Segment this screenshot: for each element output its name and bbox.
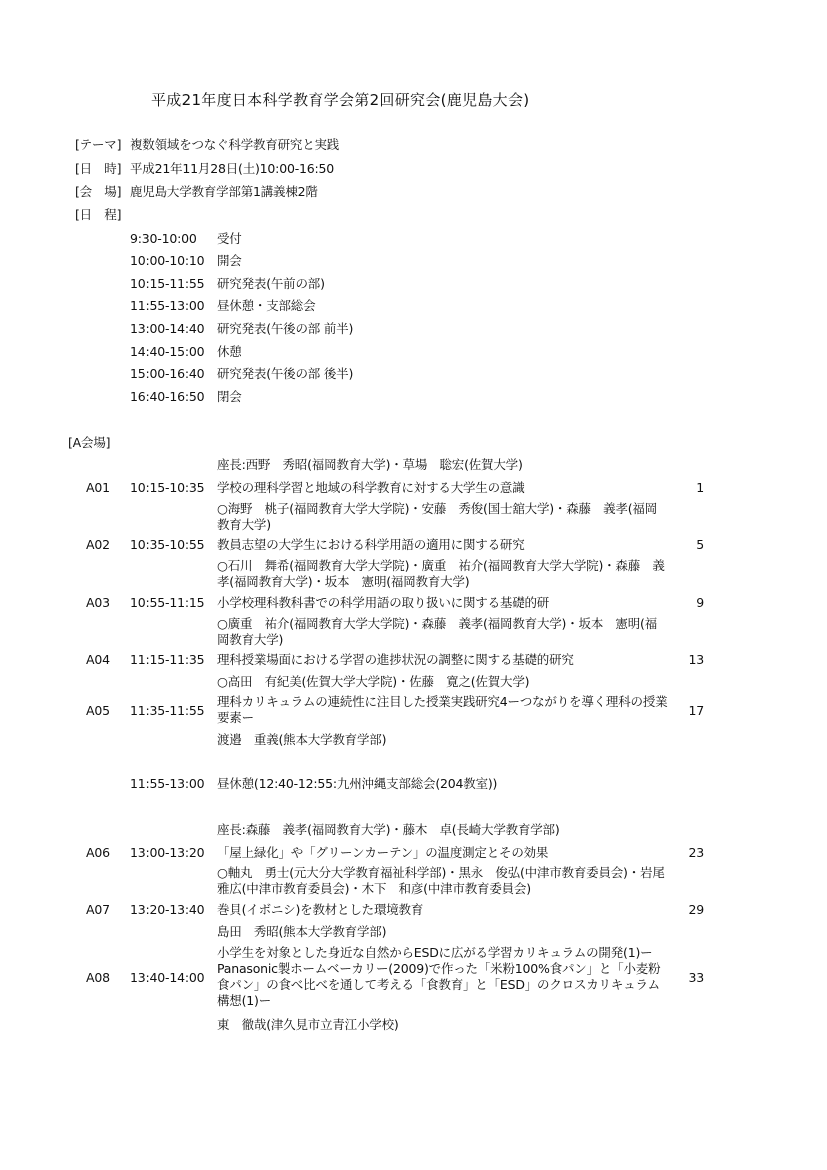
presentation-authors: 島田 秀昭(熊本大学教育学部) xyxy=(217,924,387,939)
schedule-label: [日 程] xyxy=(75,207,122,222)
schedule-item: 閉会 xyxy=(217,389,242,404)
schedule-item: 研究発表(午前の部) xyxy=(217,276,325,291)
presentation-authors: ○軸丸 勇士(元大分大学教育福祉科学部)・黒永 俊弘(中津市教育委員会)・岩尾 雅広(中津市教育委員会)・木下 和彦(中津市教育委員会) xyxy=(217,865,677,896)
presentation-title: 小学校理科教科書での科学用語の取り扱いに関する基礎的研 xyxy=(217,595,550,610)
presentation-authors: 東 徹哉(津久見市立青江小学校) xyxy=(217,1017,399,1032)
presentation-page: 1 xyxy=(696,480,704,495)
presentation-page: 33 xyxy=(688,970,704,985)
theme-label: [テーマ] xyxy=(75,137,122,152)
presentation-id: A02 xyxy=(86,537,110,552)
schedule-time: 13:00-14:40 xyxy=(130,321,205,336)
presentation-id: A04 xyxy=(86,652,110,667)
presentation-time: 13:20-13:40 xyxy=(130,902,205,917)
presentation-title: 巻貝(イボニシ)を教材とした環境教育 xyxy=(217,902,424,917)
presentation-authors: 渡邉 重義(熊本大学教育学部) xyxy=(217,732,387,747)
presentation-page: 17 xyxy=(688,703,704,718)
presentation-page: 13 xyxy=(688,652,704,667)
schedule-time: 9:30-10:00 xyxy=(130,231,197,246)
schedule-item: 昼休憩・支部総会 xyxy=(217,298,316,313)
presentation-time: 10:35-10:55 xyxy=(130,537,205,552)
schedule-item: 休憩 xyxy=(217,344,242,359)
presentation-page: 29 xyxy=(688,902,704,917)
presentation-authors: ○高田 有紀美(佐賀大学大学院)・佐藤 寛之(佐賀大学) xyxy=(217,674,530,689)
presentation-id: A05 xyxy=(86,703,110,718)
schedule-time: 11:55-13:00 xyxy=(130,298,205,313)
chair-line: 座長:西野 秀昭(福岡教育大学)・草場 聡宏(佐賀大学) xyxy=(217,457,523,472)
venue-a-heading: [A会場] xyxy=(68,435,111,450)
presentation-id: A08 xyxy=(86,970,110,985)
presentation-authors: ○海野 桃子(福岡教育大学大学院)・安藤 秀俊(国士舘大学)・森藤 義孝(福岡教育大学) xyxy=(217,501,657,532)
schedule-item: 研究発表(午後の部 後半) xyxy=(217,366,354,381)
date-label: [日 時] xyxy=(75,161,122,176)
presentation-id: A07 xyxy=(86,902,110,917)
presentation-title: 教員志望の大学生における科学用語の適用に関する研究 xyxy=(217,537,525,552)
schedule-time: 16:40-16:50 xyxy=(130,389,205,404)
date-value: 平成21年11月28日(土)10:00-16:50 xyxy=(130,161,335,176)
lunch-time: 11:55-13:00 xyxy=(130,776,205,791)
presentation-time: 11:15-11:35 xyxy=(130,652,205,667)
schedule-time: 15:00-16:40 xyxy=(130,366,205,381)
presentation-page: 5 xyxy=(696,537,704,552)
presentation-page: 23 xyxy=(688,845,704,860)
venue-value: 鹿児島大学教育学部第1講義棟2階 xyxy=(130,184,318,199)
page-title: 平成21年度日本科学教育学会第2回研究会(鹿児島大会) xyxy=(151,91,530,109)
presentation-authors: ○石川 舞希(福岡教育大学大学院)・廣重 祐介(福岡教育大学大学院)・森藤 義孝(福岡教育大学)・坂本 憲明(福岡教育大学) xyxy=(217,558,665,589)
presentation-time: 13:40-14:00 xyxy=(130,970,205,985)
schedule-time: 10:00-10:10 xyxy=(130,253,205,268)
presentation-id: A01 xyxy=(86,480,110,495)
presentation-title: 「屋上緑化」や「グリーンカーテン」の温度測定とその効果 xyxy=(217,845,549,860)
presentation-authors: ○廣重 祐介(福岡教育大学大学院)・森藤 義孝(福岡教育大学)・坂本 憲明(福岡教育大学) xyxy=(217,616,657,647)
presentation-title: 理科カリキュラムの連続性に注目した授業実践研究4ーつながりを導く理科の授業要素ー xyxy=(217,694,668,725)
presentation-id: A03 xyxy=(86,595,110,610)
presentation-time: 10:15-10:35 xyxy=(130,480,205,495)
venue-label: [会 場] xyxy=(75,184,122,199)
presentation-time: 11:35-11:55 xyxy=(130,703,205,718)
lunch-text: 昼休憩(12:40-12:55:九州沖縄支部総会(204教室)) xyxy=(217,776,498,791)
schedule-time: 14:40-15:00 xyxy=(130,344,205,359)
presentation-title: 小学生を対象とした身近な自然からESDに広がる学習カリキュラムの開発(1)ーPanasonic製ホームベーカリー(2009)で作った「米粉100%食パン」と「小麦粉食パン」の食べ比べを通して考える「食教育」と「ESD」のクロスカリキュラム構想(1)ー xyxy=(217,945,661,1008)
schedule-time: 10:15-11:55 xyxy=(130,276,205,291)
presentation-title: 理科授業場面における学習の進捗状況の調整に関する基礎的研究 xyxy=(217,652,574,667)
schedule-item: 開会 xyxy=(217,253,242,268)
presentation-title: 学校の理科学習と地域の科学教育に対する大学生の意識 xyxy=(217,480,525,495)
presentation-page: 9 xyxy=(696,595,704,610)
presentation-time: 10:55-11:15 xyxy=(130,595,205,610)
schedule-item: 研究発表(午後の部 前半) xyxy=(217,321,354,336)
presentation-id: A06 xyxy=(86,845,110,860)
chair-line: 座長:森藤 義孝(福岡教育大学)・藤木 卓(長崎大学教育学部) xyxy=(217,822,560,837)
presentation-time: 13:00-13:20 xyxy=(130,845,205,860)
schedule-item: 受付 xyxy=(217,231,242,246)
theme-value: 複数領域をつなぐ科学教育研究と実践 xyxy=(130,137,340,152)
